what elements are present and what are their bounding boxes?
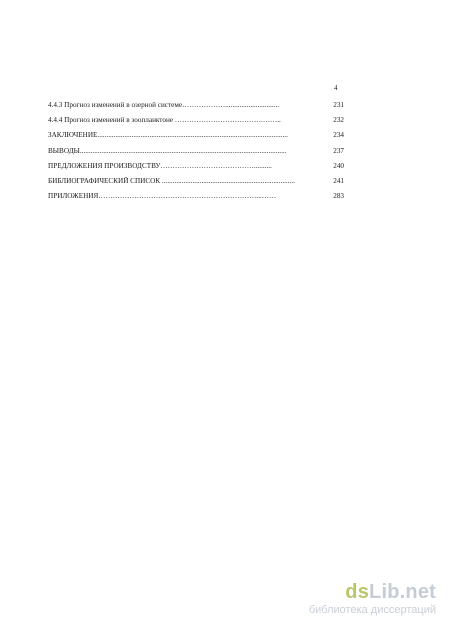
dslib-logo <box>246 581 436 603</box>
toc-entry-title: ЗАКЛЮЧЕНИЕ.......................................................................................................... <box>48 131 288 140</box>
toc-entry <box>48 116 344 131</box>
toc-entry-page: 231 <box>333 101 344 109</box>
toc-entry <box>48 177 344 192</box>
toc-entry-page: 232 <box>333 116 344 125</box>
toc-entry <box>48 101 344 116</box>
toc-entry-page: 237 <box>333 146 344 155</box>
toc-entry-page: 234 <box>333 131 344 140</box>
logo-lib: Lib <box>369 581 400 603</box>
toc-entry <box>48 162 344 177</box>
toc-entry-title: 4.4.3 Прогноз изменений в озерной системе……………….............................. <box>48 101 280 109</box>
toc-entry-page: 240 <box>333 161 344 170</box>
toc-entry <box>48 192 344 207</box>
toc-entry <box>48 131 344 146</box>
toc-entry-page: 241 <box>333 176 344 185</box>
logo-ds: ds <box>345 581 370 603</box>
toc-entry-page: 283 <box>333 192 344 201</box>
logo-net: .net <box>399 581 436 603</box>
page-number: 4 <box>334 84 338 92</box>
table-of-contents <box>48 101 344 207</box>
toc-entry-title: ПРИЛОЖЕНИЯ…………………………………………………………...…… <box>48 192 277 201</box>
toc-entry <box>48 147 344 162</box>
toc-entry-title: ВЫВОДЫ................................................................................................................... <box>48 146 287 155</box>
watermark-subtitle: библиотека диссертаций <box>308 604 436 616</box>
toc-entry-title: 4.4.4 Прогноз изменений в зоопланктоне ……………………………….…….. <box>48 116 281 125</box>
toc-entry-title: ПРЕДЛОЖЕНИЯ ПРОИЗВОДСТВУ………………………………….......... <box>48 161 272 170</box>
toc-entry-title: БИБЛИОГРАФИЧЕСКИЙ СПИСОК .......................................................................... <box>48 176 295 185</box>
dslib-watermark <box>246 581 436 621</box>
